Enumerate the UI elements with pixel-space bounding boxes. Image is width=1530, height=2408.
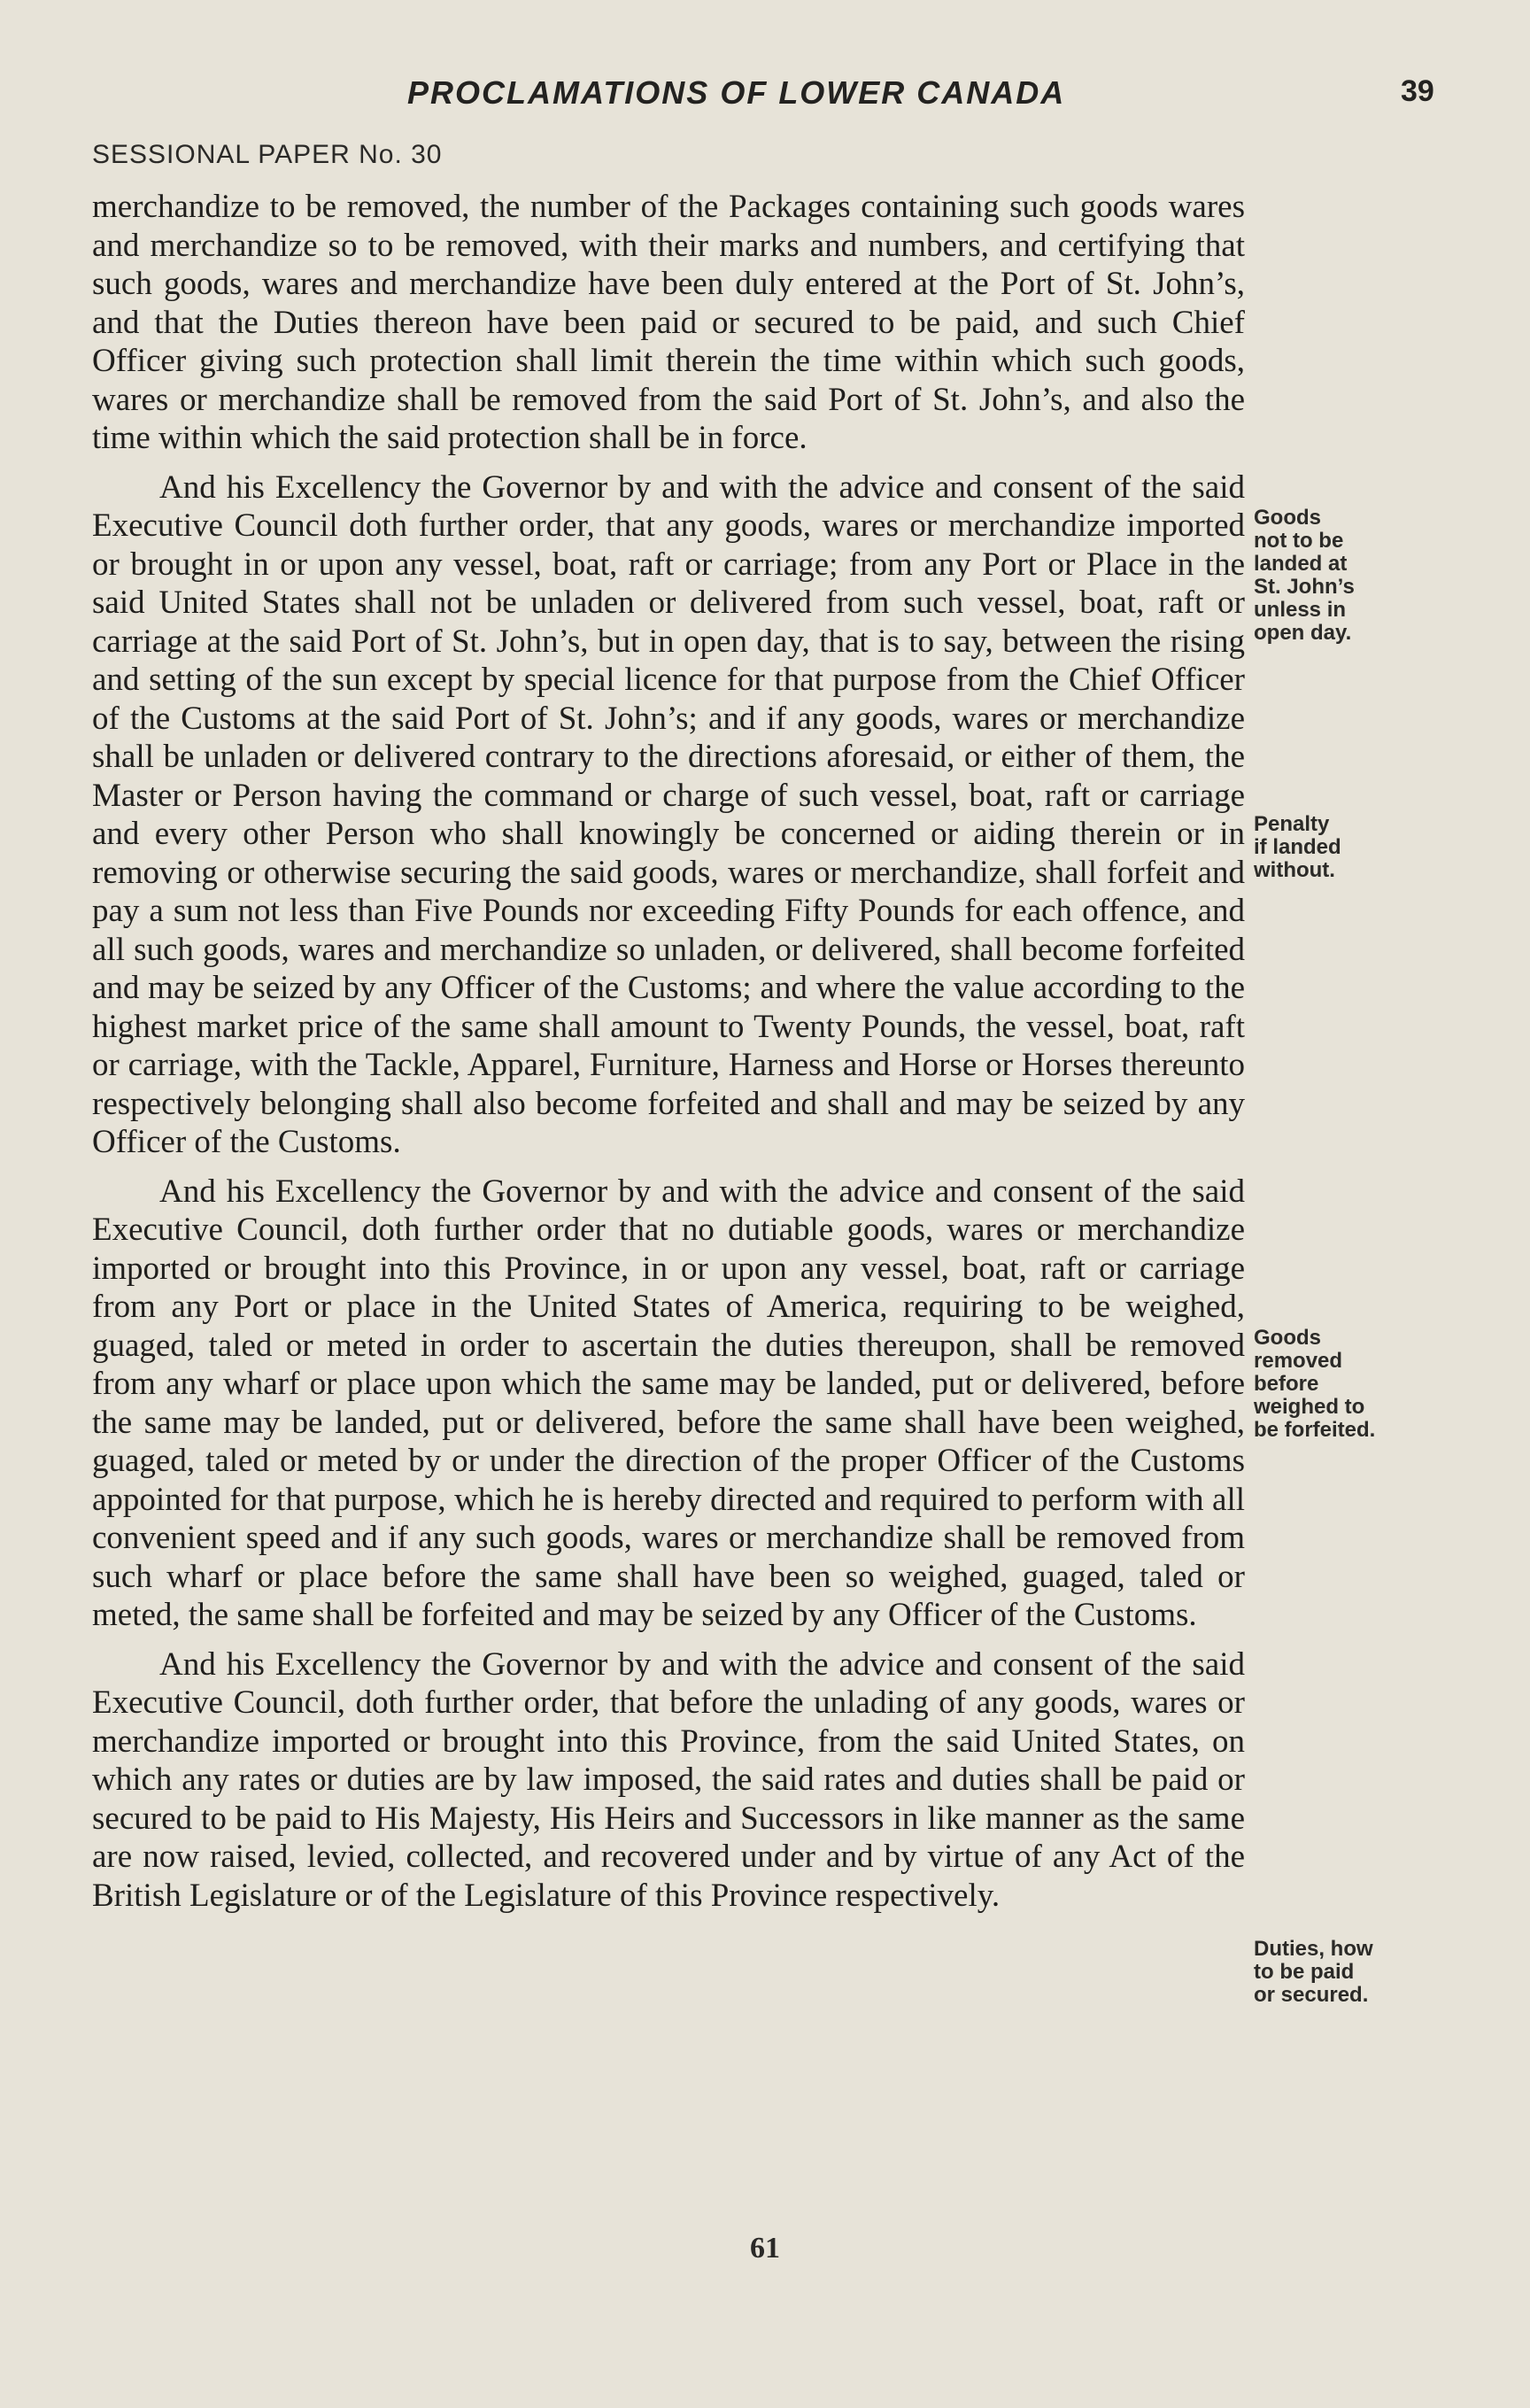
side-note-duties: Duties, how to be paid or secured. bbox=[1254, 1937, 1373, 2007]
paragraph-2: And his Excellency the Governor by and with the advice and consent of the said Executive Council doth further order, that any goods, wares or merchandize imported or brought in or upon any vessel, boat, raft or carriage; from any Port or Place in the said United States shall not be unladen or delivered from such vessel, boat, raft or carriage at the said Port of St. John’s, but in open day, that is to say, between the rising and setting of the sun except by special licence for that purpose from the Chief Officer of the Customs at the said Port of St. John’s; and if any goods, wares or merchandize shall be unladen or delivered contrary to the directions aforesaid, or either of them, the Master or Person having the command or charge of such vessel, boat, raft or carriage and every other Person who shall knowingly be concerned or aiding therein or in removing or otherwise securing the said goods, wares or merchandize, shall forfeit and pay a sum not less than Five Pounds nor exceeding Fifty Pounds for each offence, and all such goods, wares and merchandize so unladen, or delivered, shall become forfeited and may be seized by any Officer of the Customs; and where the value according to the highest market price of the same shall amount to Twenty Pounds, the vessel, boat, raft or carriage, with the Tackle, Apparel, Furniture, Harness and Horse or Horses thereunto respectively belonging shall also become forfeited and shall and may be seized by any Officer of the Customs. bbox=[92, 468, 1245, 1160]
page-number: 39 bbox=[1401, 74, 1434, 108]
running-header bbox=[0, 74, 1530, 119]
side-note-penalty: Penalty if landed without. bbox=[1254, 812, 1341, 882]
footer-page-number: 61 bbox=[750, 2232, 780, 2265]
side-note-weighed: Goods removed before weighed to be forfeited. bbox=[1254, 1326, 1376, 1442]
running-title: PROCLAMATIONS OF LOWER CANADA bbox=[407, 74, 1066, 111]
paragraph-3: And his Excellency the Governor by and with the advice and consent of the said Executive Council, doth further order that no dutiable goods, wares or merchandize imported or brought into this Province, in or upon any vessel, boat, raft or carriage from any Port or place in the United States of America, requiring to be weighed, guaged, taled or meted in order to ascertain the duties thereupon, shall be removed from any wharf or place upon which the same may be landed, put or delivered, before the same may be landed, put or delivered, before the same shall have been weighed, guaged, taled or meted by or under the direction of the proper Officer of the Customs appointed for that purpose, which he is hereby directed and required to perform with all convenient speed and if any such goods, wares or merchandize shall be removed from such wharf or place before the same shall have been so weighed, guaged, taled or meted, the same shall be forfeited and may be seized by any Officer of the Customs. bbox=[92, 1173, 1245, 1633]
body-text bbox=[92, 188, 1245, 1925]
paragraph-4: And his Excellency the Governor by and with the advice and consent of the said Executive Council, doth further order, that before the unlading of any goods, wares or merchandize imported or brought into this Province, from the said United States, on which any rates or duties are by law imposed, the said rates and duties shall be paid or secured to be paid to His Majesty, His Heirs and Successors in like manner as the same are now raised, levied, collected, and recovered under and by virtue of any Act of the British Legislature or of the Legislature of this Province respectively. bbox=[92, 1645, 1245, 1914]
paragraph-1: merchandize to be removed, the number of the Packages containing such goods wares and merchandize so to be removed, with their marks and numbers, and certifying that such goods, wares and merchandize have been duly entered at the Port of St. John’s, and that the Duties thereon have been paid or secured to be paid, and such Chief Officer giving such protection shall limit therein the time within which such goods, wares or merchandize shall be removed from the said Port of St. John’s, and also the time within which the said protection shall be in force. bbox=[92, 189, 1245, 456]
side-note-open-day: Goods not to be landed at St. John’s unless in open day. bbox=[1254, 506, 1355, 645]
sessional-paper-label: SESSIONAL PAPER No. 30 bbox=[92, 140, 443, 169]
